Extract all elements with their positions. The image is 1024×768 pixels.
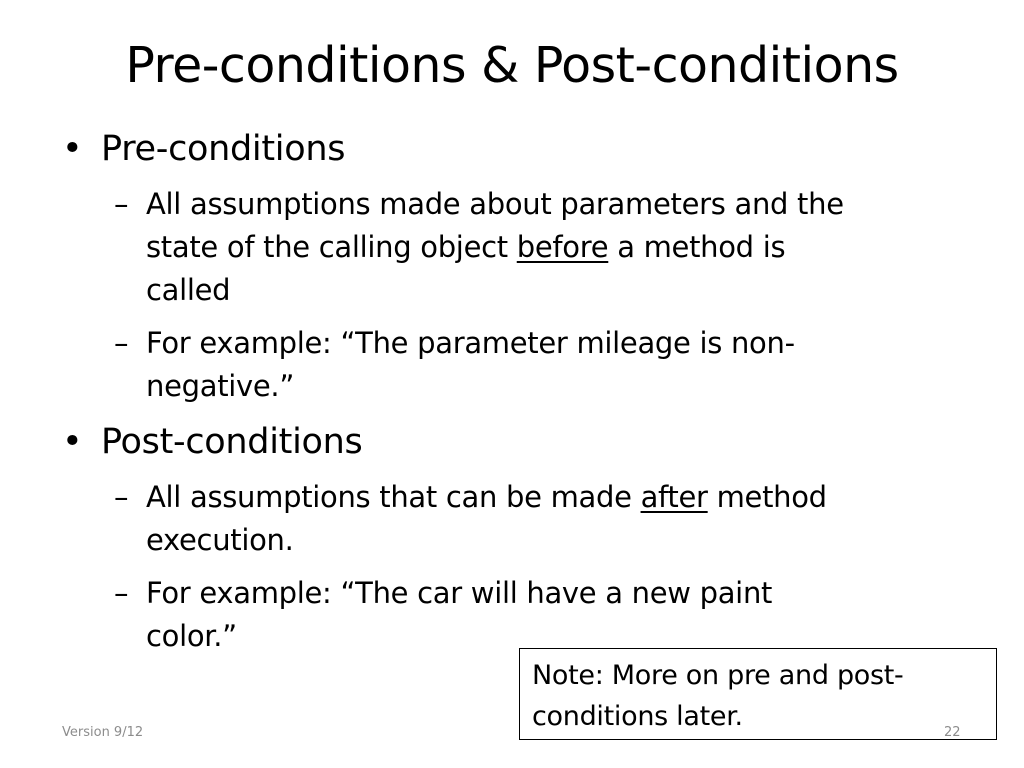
sub-item-marker: – bbox=[114, 326, 129, 360]
sub-item-line: For example: “The parameter mileage is non- bbox=[146, 326, 795, 360]
text-segment: state of the calling object bbox=[146, 230, 517, 264]
sub-item-line bbox=[146, 476, 827, 519]
bullet-marker: • bbox=[62, 129, 83, 169]
sub-item-line: execution. bbox=[146, 523, 294, 557]
bullet-label: Pre-conditions bbox=[101, 129, 346, 169]
emphasis-before: before bbox=[516, 230, 609, 264]
sub-item-pre-assumptions bbox=[114, 183, 934, 312]
slide-title: Pre-conditions & Post-conditions bbox=[125, 37, 899, 94]
emphasis-after: after bbox=[640, 480, 708, 514]
text-segment: method bbox=[707, 480, 827, 514]
footer-page-number: 22 bbox=[944, 725, 961, 740]
sub-item-line: All assumptions made about parameters and the bbox=[146, 187, 844, 221]
sub-item-line: called bbox=[146, 273, 231, 307]
sub-item-post-assumptions bbox=[114, 476, 934, 562]
note-line: conditions later. bbox=[532, 701, 743, 732]
sub-item-line: negative.” bbox=[146, 369, 295, 403]
footer-version: Version 9/12 bbox=[62, 725, 144, 740]
sub-item-pre-example bbox=[114, 322, 934, 408]
sub-item-line bbox=[146, 226, 785, 269]
sub-item-line: color.” bbox=[146, 619, 237, 653]
sub-item-line: For example: “The car will have a new paint bbox=[146, 576, 773, 610]
text-segment: All assumptions that can be made bbox=[146, 480, 641, 514]
text-segment: a method is bbox=[608, 230, 786, 264]
note-line: Note: More on pre and post- bbox=[532, 660, 904, 691]
sub-item-marker: – bbox=[114, 187, 129, 221]
sub-item-marker: – bbox=[114, 576, 129, 610]
note-box bbox=[519, 648, 997, 740]
sub-item-marker: – bbox=[114, 480, 129, 514]
bullet-marker: • bbox=[62, 422, 83, 462]
sub-item-post-example bbox=[114, 572, 934, 658]
bullet-label: Post-conditions bbox=[101, 422, 363, 462]
